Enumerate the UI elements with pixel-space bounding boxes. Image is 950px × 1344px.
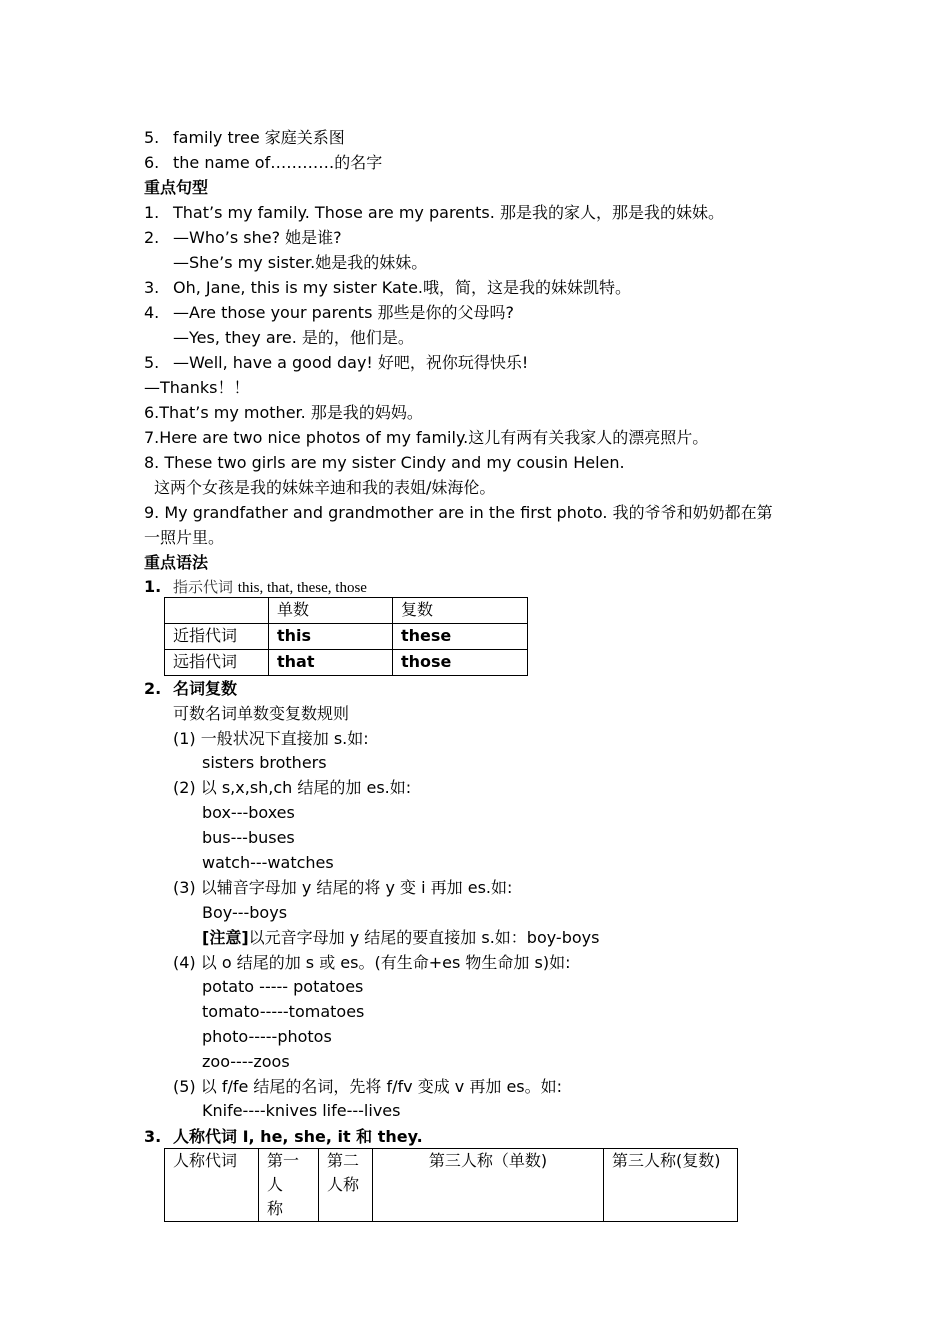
grammar-point-2: 2. 名词复数 xyxy=(144,679,238,698)
table-cell: 单数 xyxy=(269,598,393,624)
table-row xyxy=(165,650,528,676)
sentence-4-answer: —Yes, they are. 是的，他们是。 xyxy=(173,328,414,347)
pronoun-table xyxy=(164,1148,738,1222)
sentence-7: 7.Here are two nice photos of my family.这儿有两有关我家人的漂亮照片。 xyxy=(144,428,709,447)
sentence-1: 1. That’s my family. Those are my parents. 那是我的家人，那是我的妹妹。 xyxy=(144,203,724,222)
sentence-8-translation: 这两个女孩是我的妹妹辛迪和我的表姐/妹海伦。 xyxy=(154,478,496,497)
table-cell: these xyxy=(393,624,528,650)
table-cell: 第三人称(复数) xyxy=(604,1149,738,1222)
grammar-point-1: 1. 指示代词 this, that, these, those xyxy=(144,577,367,596)
table-row xyxy=(165,598,528,624)
sentence-2: 2. —Who’s she? 她是谁? xyxy=(144,228,342,247)
grammar-heading: 重点语法 xyxy=(144,553,209,572)
plural-rule-4: (4) 以 o 结尾的加 s 或 es。(有生命+es 物生命加 s)如: xyxy=(173,953,571,972)
table-cell: 人称代词 xyxy=(165,1149,259,1222)
table-cell: 复数 xyxy=(393,598,528,624)
plural-rule-4-example: tomato-----tomatoes xyxy=(202,1002,365,1021)
vocab-item-6: 6. the name of…………的名字 xyxy=(144,153,383,172)
plural-rule-2-example: bus---buses xyxy=(202,828,295,847)
sentence-6: 6.That’s my mother. 那是我的妈妈。 xyxy=(144,403,423,422)
table-row xyxy=(165,1149,738,1222)
plural-rule-5: (5) 以 f/fe 结尾的名词，先将 f/fv 变成 v 再加 es。如: xyxy=(173,1077,563,1096)
plural-rule-5-example: Knife----knives life---lives xyxy=(202,1101,401,1120)
plural-rule-3-note: [注意]以元音字母加 y 结尾的要直接加 s.如：boy-boys xyxy=(202,928,600,947)
demonstrative-table xyxy=(164,597,528,676)
table-cell: those xyxy=(393,650,528,676)
table-cell: 第二 人称 xyxy=(319,1149,373,1222)
grammar-point-3: 3. 人称代词 I, he, she, it 和 they. xyxy=(144,1127,423,1146)
plural-rule-4-example: zoo----zoos xyxy=(202,1052,290,1071)
table-cell: 第三人称（单数) xyxy=(373,1149,604,1222)
sentence-5: 5. —Well, have a good day! 好吧，祝你玩得快乐! xyxy=(144,353,529,372)
table-row xyxy=(165,624,528,650)
table-cell xyxy=(165,598,269,624)
plural-rule-2: (2) 以 s,x,sh,ch 结尾的加 es.如: xyxy=(173,778,412,797)
sentence-8: 8. These two girls are my sister Cindy and my cousin Helen. xyxy=(144,453,625,472)
sentence-9: 9. My grandfather and grandmother are in the first photo. 我的爷爷和奶奶都在第 xyxy=(144,503,773,522)
plural-rule-2-example: watch---watches xyxy=(202,853,334,872)
table-cell: 近指代词 xyxy=(165,624,269,650)
table-cell: 远指代词 xyxy=(165,650,269,676)
plural-rule-3-example: Boy---boys xyxy=(202,903,288,922)
plural-rule-1: (1) 一般状况下直接加 s.如: xyxy=(173,729,369,748)
plural-rule-1-example: sisters brothers xyxy=(202,753,327,772)
sentence-9-continued: 一照片里。 xyxy=(144,528,225,547)
sentence-3: 3. Oh, Jane, this is my sister Kate.哦，简，这是我的妹妹凯特。 xyxy=(144,278,631,297)
sentences-heading: 重点句型 xyxy=(144,178,209,197)
sentence-5-answer: —Thanks！！ xyxy=(144,378,250,397)
plural-rule-3: (3) 以辅音字母加 y 结尾的将 y 变 i 再加 es.如: xyxy=(173,878,513,897)
plural-rule-2-example: box---boxes xyxy=(202,803,295,822)
sentence-2-answer: —She’s my sister.她是我的妹妹。 xyxy=(173,253,428,272)
plural-intro: 可数名词单数变复数规则 xyxy=(173,704,350,723)
plural-rule-4-example: photo-----photos xyxy=(202,1027,332,1046)
table-cell: this xyxy=(269,624,393,650)
table-cell: that xyxy=(269,650,393,676)
plural-rule-4-example: potato ----- potatoes xyxy=(202,977,364,996)
sentence-4: 4. —Are those your parents 那些是你的父母吗? xyxy=(144,303,514,322)
table-cell: 第一人 称 xyxy=(259,1149,319,1222)
vocab-item-5: 5. family tree 家庭关系图 xyxy=(144,128,345,147)
